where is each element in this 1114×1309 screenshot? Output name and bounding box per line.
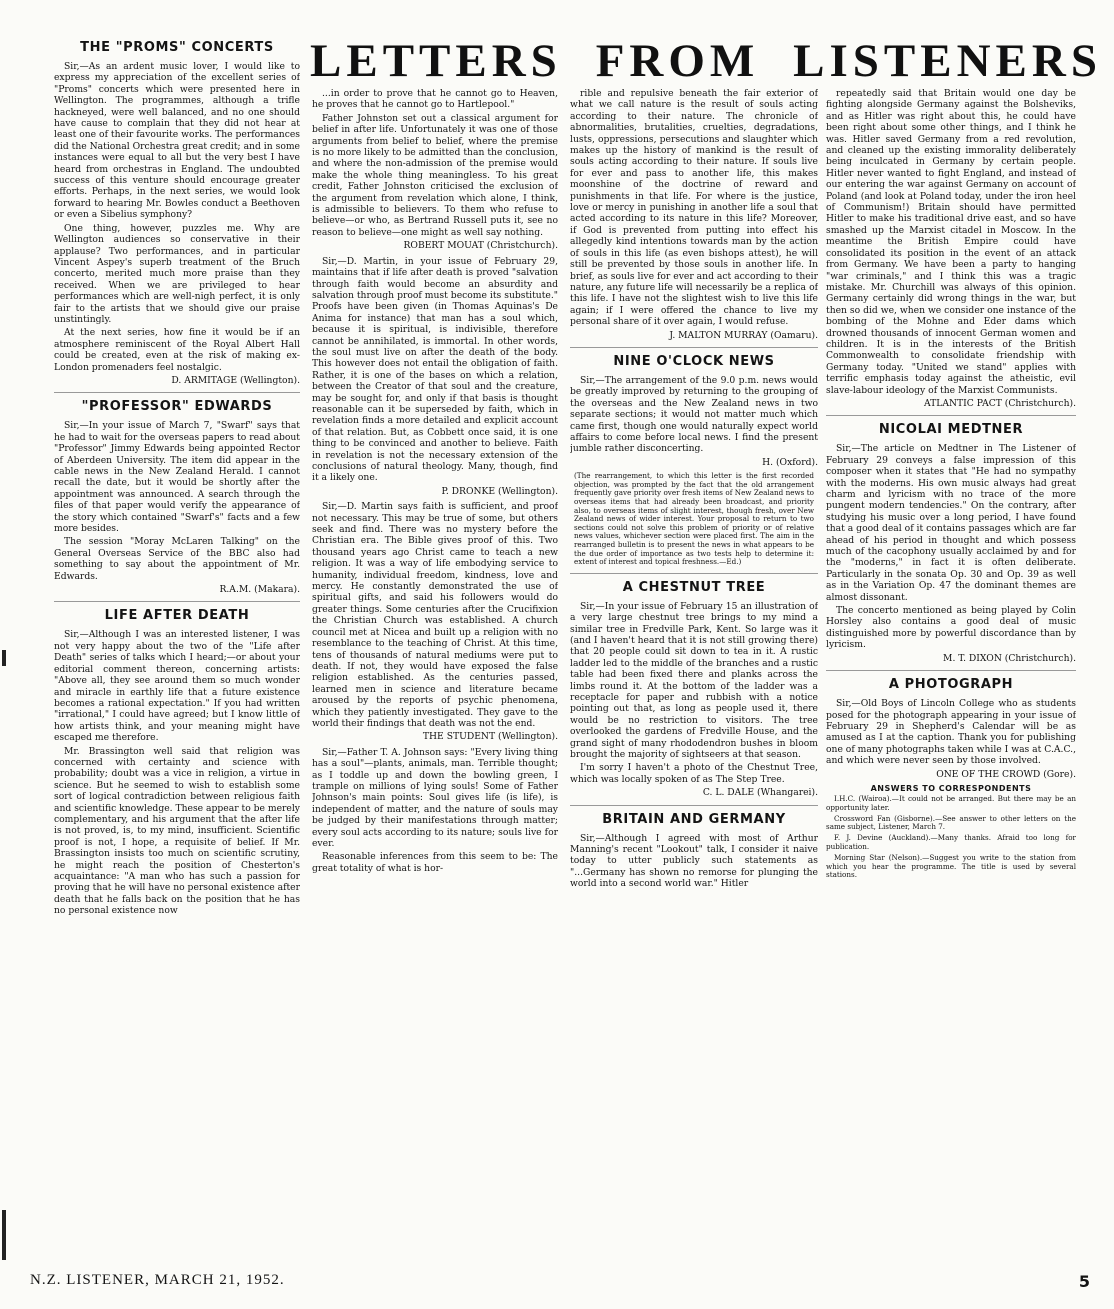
page-footer [30, 1272, 1090, 1298]
letter-paragraph: Sir,—Old Boys of Lincoln College who as students posed for the photograph appearing in your issue of February 29 in Shepherd's Calendar will be as amused as I at the caption. Thank you for publishing one of many photographs taken while I was at C.A.C., and which were never seen by those involved. [826, 698, 1076, 767]
letter-paragraph: ...in order to prove that he cannot go to Heaven, he proves that he cannot go to Hartlepool." [312, 88, 558, 111]
letter-paragraph: Mr. Brassington well said that religion was concerned with certainty and science with probability; doubt was a vice in religion, a virtue in science. But he seemed to wish to establish some sort of logical contradiction between religious faith and scientific knowledge. These appear to be merely complementary, and his argument that the after life is not proved, is, to my mind, insufficient. Scientific proof is not, I hope, a requisite of belief. If Mr. Brassington insists too much on scientific scrutiny, he might reach the position of Chesterton's acquaintance: "A man who has such a passion for proving that he will have no personal existence after death that he falls back on the position that he has no personal existence now [54, 745, 300, 917]
letter-paragraph: Sir,—Although I agreed with most of Arthur Manning's recent "Lookout" talk, I consider it naive today to utter publicly such statements as "...Germany has shown no remorse for plunging the world into a second world war." Hitler [570, 832, 818, 890]
letter-paragraph: The concerto mentioned as being played by Colin Horsley also contains a good deal of music distinguished more by powerful discordance than by lyricism. [826, 605, 1076, 651]
letter-paragraph: At the next series, how fine it would be if an atmosphere reminiscent of the Royal Albert Hall could be created, even at the risk of making ex-London promenaders feel nostalgic. [54, 327, 300, 373]
article-heading: BRITAIN AND GERMANY [570, 805, 818, 827]
article-heading: A PHOTOGRAPH [826, 670, 1076, 692]
letter-paragraph: Sir,—In your issue of March 7, "Swarf" says that he had to wait for the overseas papers to read about "Professor" Jimmy Edwards being appointed Rector of Aberdeen University. The item did appear in the cable news in the New Zealand Herald. I cannot recall the date, but it would be shortly after the appointment was announced. A search through the files of that paper would verify the appearance of the story which contained "Swarf's" facts and a few more besides. [54, 420, 300, 535]
letter-signature: D. ARMITAGE (Wellington). [171, 374, 300, 386]
masthead-word: FROM [595, 35, 760, 87]
letter-signature: J. MALTON MURRAY (Oamaru). [669, 329, 818, 341]
letter-paragraph: Sir,—The article on Medtner in The Listener of February 29 conveys a false impression of this composer when it states that "He had no sympathy with the moderns. His own music always had great charm and lyricism with no trace of the more pungent modern tendencies." On the contrary, after studying his music over a long period, I have found that a good deal of it contains passages which are far ahead of his period in thought and which possess much of the cacophony usually acclaimed by and for the "moderns," in fact it is often deliberate. Particularly in the sonata Op. 30 and Op. 39 as well as in the Variation Op. 47 the dominant themes are almost dissonant. [826, 443, 1076, 603]
letter-paragraph: Sir,—The arrangement of the 9.0 p.m. news would be greatly improved by returning to the grouping of the overseas and the New Zealand news in two separate sections; it would not matter much which came first, though one would naturally expect world affairs to come before local news. I find the present jumble rather disconcerting. [570, 374, 818, 455]
column-1 [54, 40, 300, 1268]
letter-paragraph: Sir,—D. Martin says faith is sufficient, and proof not necessary. This may be true of some, but others seek and find. There was no mystery before the Christian era. The Bible gives proof of this. Two thousand years ago Christ came to teach a new religion. It was a way of life embodying service to humanity, individual freedom, kindness, love and mercy. He constantly demonstrated the use of spiritual gifts, and said his followers would do greater things. Some centuries after the Crucifixion the Christian Church was established. A church council met at Nicea and built up a religion with no resemblance to the teaching of Christ. At this time, tens of thousands of natural mediums were put to death. If not, they would have exposed the false religion established. As the centuries passed, learned men in science and literature became aroused by the reports of psychic phenomena, which they patiently investigated. They gave to the world their findings that death was not the end. [312, 501, 558, 729]
article-heading: "PROFESSOR" EDWARDS [54, 392, 300, 414]
letter-paragraph: Reasonable inferences from this seem to be: The great totality of what is hor- [312, 851, 558, 874]
letter-signature: R.A.M. (Makara). [219, 584, 300, 596]
letter-paragraph: rible and repulsive beneath the fair exterior of what we call nature is the result of souls acting according to their nature. The chronicle of abnormalities, brutalities, cruelties, degradations, lusts, oppressions, persecutions and slaughter which makes up the history of mankind is the result of souls acting according to their nature. If souls live for ever and pass to another life, this makes moonshine of the doctrine of reward and punishments in that life. For where is the justice, love or mercy in punishing in another life a soul that acted according to its nature in this life? Moreover, if God is prevented from putting into effect his allegedly kind intentions towards man by the action of souls in this life (as even bishops attest), he will still be prevented by those souls in another life. In brief, as souls live for ever and act according to their nature, any future life will necessarily be a replica of this life. I have not the slightest wish to live this life again; if I were offered the chance to live my personal share of it over again, I would refuse. [570, 88, 818, 328]
letter-paragraph: Sir,—In your issue of February 15 an illustration of a very large chestnut tree brings to my mind a similar tree in Fredville Park, Kent. So large was it (and I haven't heard that it is not still growing there) that 20 people could sit down to tea in it. A rustic ladder led to the middle of the branches and a rustic table had been fixed there and planks across the limbs round it. At the bottom of the ladder was a receptacle for paper and rubbish with a notice pointing out that, as long as people used it, there would be no restriction to visitors. The tree overlooked the gardens of Fredville House, and the grand sight of many rhododendron bushes in bloom brought the majority of sightseers at that season. [570, 600, 818, 760]
letter-signature: THE STUDENT (Wellington). [422, 731, 558, 743]
masthead-word: LETTERS [310, 35, 562, 87]
letter-signature: C. L. DALE (Whangarei). [702, 787, 818, 799]
article-heading: THE "PROMS" CONCERTS [80, 40, 274, 55]
letter-paragraph: Sir,—Although I was an interested listener, I was not very happy about the two of the "Life after Death" series of talks which I heard;—or about your editorial comment thereon, concerning artists: "Above all, they see around them so much wonder and miracle in earthly life that a future existence becomes a rational expectation." If you had written "irrational," I could have agreed; but I know little of how artists think, and your meaning might have escaped me therefore. [54, 629, 300, 744]
column-3 [570, 88, 818, 1268]
letter-signature: ROBERT MOUAT (Christchurch). [403, 240, 558, 252]
letter-signature: M. T. DIXON (Christchurch). [943, 652, 1076, 664]
letter-signature: ATLANTIC PACT (Christchurch). [923, 397, 1076, 409]
letter-paragraph: Sir,—As an ardent music lover, I would like to express my appreciation of the excellent series of "Proms" concerts which were presented here in Wellington. The programmes, although a trifle hackneyed, were well balanced, and no one should have cause to complain that they did not hear at least one of their favourite works. The performances did the National Orchestra great credit; and in some instances were equal to all but the very best I have heard from orchestras in England. The undoubted success of this venture should encourage greater efforts. Perhaps, in the next series, we would look forward to hearing Mr. Bowles conduct a Beethoven or even a Sibelius symphony? [54, 61, 300, 221]
column-4 [826, 88, 1076, 1268]
page-number: 5 [1078, 1272, 1090, 1291]
letter-paragraph: repeatedly said that Britain would one day be fighting alongside Germany against the Bolsheviks, and as Hitler was right about this, he could have been right about some other things, and I think he was. Hitler saved Germany from a red revolution, and cleaned up the existing immorality deliberately being inculcated in Germany by certain people. Hitler never wanted to fight England, and instead of our entering the war against Germany on account of Poland (and look at Poland today, under the iron heel of Communism!) Britain should have permitted Hitler to make his traditional drive east, and so have smashed up the Marxist citadel in Moscow. In the meantime the British Empire could have consolidated its position in the event of an attack from Germany. We have been a party to hanging "war criminals," and I think this was a tragic mistake. Mr. Churchill was always of this opinion. Germany certainly did wrong things in the war, but then so did we, when we consider one instance of the bombing of the Mohne and Eder dams which drowned thousands of innocent German women and children. It is in the interests of the British Commonwealth to consolidate friendship with Germany today. "United we stand" applies with terrific emphasis today against the atheistic, evil slave-labour ideology of the Marxist Communists. [826, 88, 1076, 396]
letter-signature: ONE OF THE CROWD (Gore). [936, 768, 1076, 780]
masthead-word: LISTENERS [793, 35, 1102, 87]
editor-note: (The rearrangement, to which this letter is the first recorded objection, was prompted by the fact that the old arrangement frequently gave priority over fresh items of New Zealand news to overseas items that had already been broadcast, and priority also, to overseas items of slight interest, though fresh, over New Zealand news of wider interest. Your proposal to return to two sections could not solve this problem of priority or of relative news values, whichever section were placed first. The aim in the rearranged bulletin is to present the news in what appears to be the due order of importance as two tests help to determine it: extent of interest and topical freshness.—Ed.) [574, 471, 814, 567]
scan-edge-mark [2, 650, 6, 666]
article-heading: NINE O'CLOCK NEWS [570, 347, 818, 369]
letter-paragraph: The session "Moray McLaren Talking" on the General Overseas Service of the BBC also had something to say about the appointment of Mr. Edwards. [54, 536, 300, 582]
article-heading: A CHESTNUT TREE [570, 573, 818, 595]
correspondent-answer: I.H.C. (Wairoa).—It could not be arranged. But there may be an opportunity later. [826, 793, 1076, 812]
footer-date: N.Z. LISTENER, MARCH 21, 1952. [30, 1272, 285, 1288]
correspondent-answer: Morning Star (Nelson).—Suggest you write to the station from which you hear the programme. The title is used by several stations. [826, 852, 1076, 880]
article-heading: NICOLAI MEDTNER [826, 415, 1076, 437]
letter-paragraph: I'm sorry I haven't a photo of the Chestnut Tree, which was locally spoken of as The Step Tree. [570, 762, 818, 785]
letter-paragraph: Sir,—D. Martin, in your issue of February 29, maintains that if life after death is proved "salvation through faith would become an absurdity and salvation through proof must become its substitute." Proofs have been given (in Thomas Aquinas's De Anima for instance) that man has a soul which, because it is spiritual, is indivisible, therefore cannot be annihilated, is immortal. In other words, the soul must live on after the death of the body. This however does not entail the obligation of faith. Rather, it is one of the bases on which a relation, between the Creator of that soul and the creature, may be sought for, and only if that basis is thought reasonable can it be superseded by faith, which in revelation finds a more detailed and explicit account of that relation. But, as Cobbett once said, it is one thing to be convinced and another to believe. Faith in revelation is not the necessary extension of the conclusions of natural theology. Many, though, find it a likely one. [312, 255, 558, 484]
correspondent-answer: Crossword Fan (Gisborne).—See answer to other letters on the same subject, Listener, March 7. [826, 813, 1076, 832]
correspondents-heading: ANSWERS TO CORRESPONDENTS [870, 783, 1032, 793]
letter-signature: P. DRONKE (Wellington). [441, 485, 558, 497]
letter-paragraph: One thing, however, puzzles me. Why are Wellington audiences so conservative in their applause? Two performances, and in particular Vincent Aspey's superb treatment of the Bruch concerto, merited much more praise than they received. When we are privileged to hear performances which are well-nigh perfect, it is only fair to the artists that we should give our praise unstintingly. [54, 222, 300, 325]
correspondent-answer: F. J. Devine (Auckland).—Many thanks. Afraid too long for publication. [826, 833, 1076, 851]
letter-signature: H. (Oxford). [762, 456, 818, 468]
scan-edge-mark [2, 1210, 6, 1260]
answers-to-correspondents [826, 784, 1076, 880]
column-2 [312, 88, 558, 1268]
article-heading: LIFE AFTER DEATH [54, 601, 300, 623]
letter-paragraph: Sir,—Father T. A. Johnson says: "Every living thing has a soul"—plants, animals, man. Terrible thought; as I toddle up and down the bowling green, I trample on millions of lying souls! Some of Father Johnson's main points: Soul gives life (is life), is independent of matter, and the nature of souls may be judged by their manifestations through matter; every soul acts according to its nature; souls live for ever. [312, 746, 558, 849]
masthead [310, 36, 1102, 86]
letter-paragraph: Father Johnston set out a classical argument for belief in after life. Unfortunately it was one of those arguments from belief to belief, where the premise is no more likely to be admitted than the conclusion, and where the non-admission of the premise would make the whole thing meaningless. To his great credit, Father Johnston criticised the exclusion of the argument from revelation which alone, I think, is admissible to believers. To them who refuse to believe—or who, as Bertrand Russell puts it, see no reason to believe—one might as well say nothing. [312, 112, 558, 238]
